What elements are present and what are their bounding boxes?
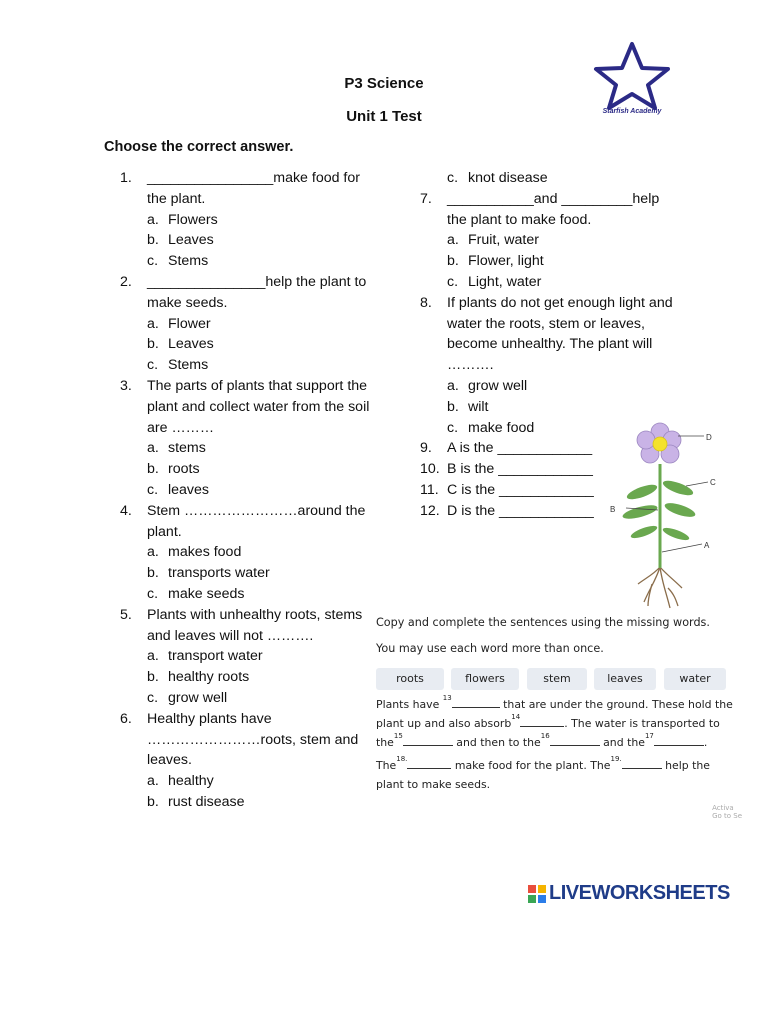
para-text: Plants have [376,698,440,711]
option-letter: a. [147,440,159,457]
option-text: Stems [168,357,209,374]
question-number: 2. [120,273,132,290]
fill-in-section [364,602,746,824]
option-text: grow well [468,377,528,394]
question-text: Stem ……………………around the plant. [147,502,366,540]
blank-16[interactable] [550,735,600,746]
answer-option[interactable] [147,314,370,335]
option-letter: b. [147,336,159,353]
question-number: 5. [120,606,132,623]
fill-in-instruction: Copy and complete the sentences using the missing words. [376,616,710,629]
option-letter: a. [147,315,159,332]
option-letter: a. [447,377,459,394]
blank-14[interactable] [520,716,564,727]
watermark-line: Go to Se [712,812,742,820]
question-item [120,272,370,376]
answer-option[interactable] [447,251,680,272]
blank-18[interactable] [407,758,451,769]
star-logo-icon [588,40,676,110]
option-text: Leaves [168,232,214,249]
answer-option[interactable] [447,376,680,397]
option-letter: a. [147,773,159,790]
para-text: help the [665,759,711,772]
option-text: makes food [168,544,242,561]
option-letter: c. [447,273,459,290]
logo-text: Starfish Academy [602,108,662,115]
para-text: make food for the plant. The [454,759,611,772]
question-text: _______________help the plant to make seeds. [147,273,367,311]
question-item [120,168,370,272]
question-number: 12. [420,502,440,519]
answer-option[interactable] [147,438,370,459]
para-text: and then to the [456,736,541,749]
option-text: Stems [168,253,209,270]
question-text: ________________make food for the plant. [147,170,360,207]
blank-number: 15 [393,732,403,740]
blank-17[interactable] [654,735,704,746]
fill-in-note: You may use each word more than once. [376,642,604,655]
option-text: Leaves [168,336,214,353]
brand-text: LIVEWORKSHEETS [549,882,730,904]
question-text: C is the ____________ [447,481,594,498]
option-text: Flower, light [468,253,544,270]
option-text: make seeds [168,585,245,602]
question-text: Healthy plants have ……………………roots, stem and leaves. [147,710,359,769]
option-text: transport water [168,648,263,665]
question-number: 3. [120,377,132,394]
plant-flower [637,423,681,463]
label-d: D [706,433,712,442]
watermark-line: Activa [712,804,734,812]
question-text: Plants with unhealthy roots, stems and leaves will not ………. [147,606,363,644]
option-letter: b. [147,461,159,478]
liveworksheets-icon [528,885,546,903]
fill-in-paragraph [376,696,746,793]
option-letter: b. [147,565,159,582]
question-number: 6. [120,710,132,727]
answer-option[interactable] [147,771,370,792]
option-text: wilt [468,398,489,415]
word-box: stem [527,668,587,690]
para-text: plant up and also absorb [376,717,512,730]
word-bank [372,668,744,692]
option-letter: b. [147,232,159,249]
para-text: . The water is transported to [564,717,720,730]
label-c: C [710,478,716,487]
question-text: ___________and _________help the plant to make food. [447,190,660,228]
option-letter: c. [447,170,459,186]
question-number: 1. [120,170,132,186]
answer-option[interactable] [147,480,370,501]
option-text: healthy [168,773,214,790]
option-text: leaves [168,481,210,498]
answer-option[interactable] [147,792,370,813]
question-number: 4. [120,502,132,519]
question-text: If plants do not get enough light and water the roots, stem or leaves, become unhealthy. The plant will ………. [447,294,673,374]
question-text: A is the ____________ [447,440,593,457]
blank-number: 17 [644,732,654,740]
question-number: 7. [420,190,432,207]
answer-option[interactable] [147,667,370,688]
question-text: B is the ____________ [447,461,593,478]
option-letter: c. [147,689,159,706]
question-number: 10. [420,461,440,478]
option-letter: c. [147,253,159,270]
para-text: . [703,736,708,749]
para-text: the [376,736,394,749]
blank-number: 13 [442,694,452,702]
question-item [120,709,370,813]
answer-option[interactable] [147,459,370,480]
question-text: The parts of plants that support the plant and collect water from the soil are ……… [147,377,370,436]
question-item [120,501,370,605]
option-text: knot disease [468,170,548,186]
answer-option[interactable] [447,272,680,293]
blank-number: 19. [610,755,622,763]
para-text: The [376,759,397,772]
option-text: Light, water [468,273,542,290]
option-text: healthy roots [168,669,250,686]
word-box: leaves [594,668,656,690]
instruction: Choose the correct answer. [104,139,294,155]
answer-option[interactable] [147,542,370,563]
option-text: Flowers [168,211,218,228]
option-letter: c. [147,585,159,602]
option-letter: b. [147,793,159,810]
watermark [712,804,742,820]
word-box: water [664,668,726,690]
blank-number: 18. [396,755,408,763]
question-text: D is the ____________ [447,502,594,519]
answer-option[interactable] [447,168,680,189]
liveworksheets-logo [528,882,748,908]
answer-option[interactable] [147,646,370,667]
answer-option[interactable] [147,584,370,605]
option-text: stems [168,440,206,457]
question-item [120,605,370,709]
question-item [420,168,680,189]
option-letter: a. [147,648,159,665]
school-logo [588,40,676,122]
option-text: make food [468,419,535,436]
option-letter: c. [147,481,159,498]
question-number: 9. [420,440,432,457]
para-text: that are under the ground. These hold the [503,698,733,711]
answer-option[interactable] [147,688,370,709]
option-text: Fruit, water [468,232,539,249]
answer-option[interactable] [147,251,370,272]
plant-diagram [596,412,736,612]
page-title: P3 Science [344,75,424,92]
blank-number: 14 [511,713,521,721]
option-letter: a. [447,232,459,249]
question-number: 8. [420,294,432,311]
option-letter: a. [147,211,159,228]
option-text: transports water [168,565,270,582]
word-box: flowers [451,668,519,690]
blank-13[interactable] [452,697,500,708]
word-box: roots [376,668,444,690]
answer-option[interactable] [447,230,680,251]
blank-19[interactable] [622,758,662,769]
question-item [120,376,370,501]
option-letter: b. [147,669,159,686]
page-subtitle: Unit 1 Test [346,108,422,125]
blank-number: 16 [540,732,550,740]
answer-option[interactable] [147,355,370,376]
para-text: plant to make seeds. [376,778,491,791]
label-a: A [704,541,710,550]
para-text: and the [603,736,645,749]
option-letter: a. [147,544,159,561]
option-text: rust disease [168,793,245,810]
option-text: grow well [168,689,228,706]
blank-15[interactable] [403,735,453,746]
questions-left-column [120,168,370,813]
option-letter: b. [447,253,459,270]
option-letter: c. [447,419,459,436]
answer-option[interactable] [147,334,370,355]
question-number: 11. [420,481,439,498]
option-text: roots [168,461,200,478]
answer-option[interactable] [147,563,370,584]
option-letter: b. [447,398,459,415]
option-text: Flower [168,315,211,332]
answer-option[interactable] [147,210,370,231]
option-letter: c. [147,357,159,374]
question-item [420,189,680,293]
answer-option[interactable] [147,230,370,251]
label-b: B [610,505,616,514]
